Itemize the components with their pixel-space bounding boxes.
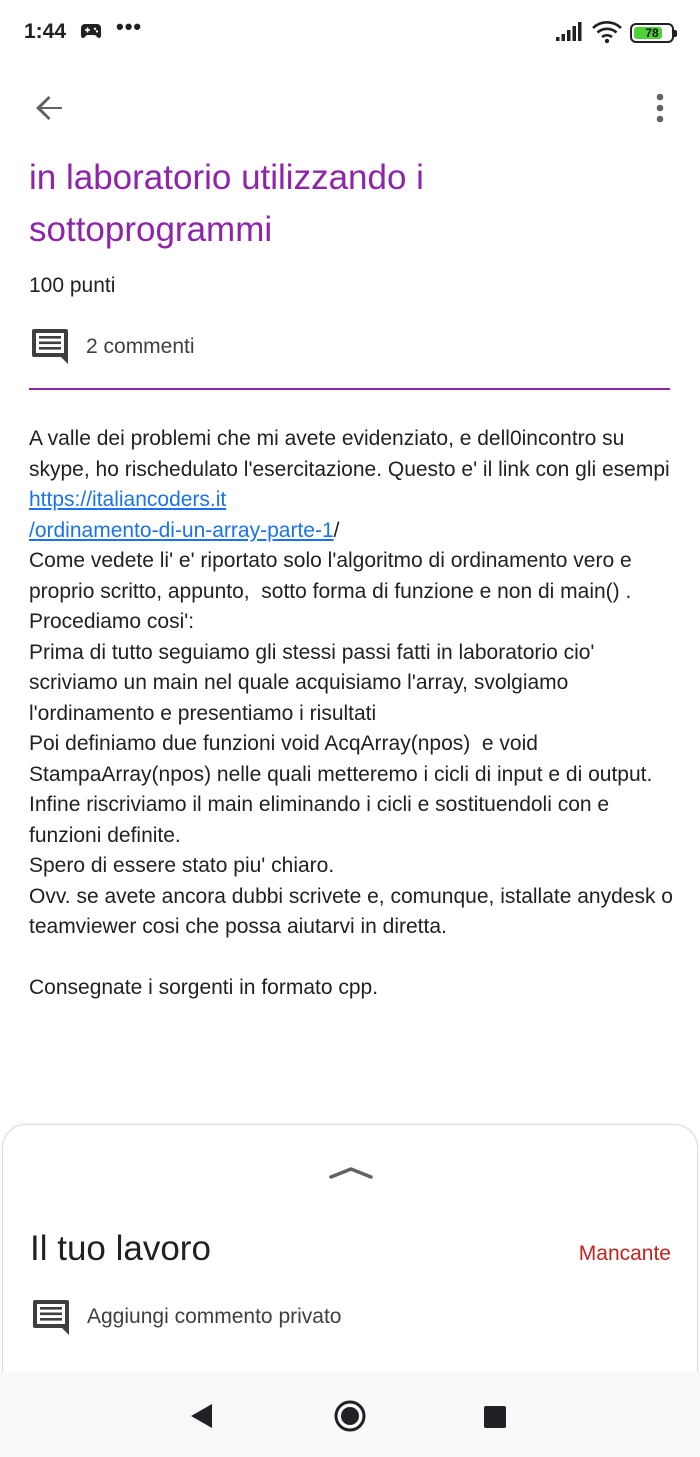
assignment-title: in laboratorio utilizzando i sottoprogrammi bbox=[29, 158, 424, 249]
example-link-line2: /ordinamento-di-un-array-parte-1 bbox=[29, 518, 334, 542]
battery-nub bbox=[674, 30, 677, 37]
signal-icon bbox=[556, 22, 584, 47]
class-comments-button[interactable] bbox=[30, 326, 430, 366]
battery-level: 78 bbox=[645, 26, 659, 40]
assignment-description bbox=[29, 424, 679, 1004]
nav-home-icon[interactable] bbox=[334, 1400, 366, 1437]
system-nav-bar bbox=[0, 1372, 700, 1457]
assignment-points: 100 punti bbox=[29, 274, 116, 297]
status-time: 1:44 bbox=[24, 20, 67, 43]
battery-icon bbox=[630, 23, 674, 43]
example-link-line1: https://italiancoders.it bbox=[29, 488, 227, 511]
description-intro: A valle dei problemi che mi avete evidenziato, e dell0incontro su skype, ho rischedulato l'esercitazione. Questo e' il link con gli esempi bbox=[29, 427, 676, 481]
your-work-sheet[interactable] bbox=[2, 1124, 698, 1384]
add-private-comment-button[interactable] bbox=[31, 1293, 531, 1337]
gamepad-icon bbox=[80, 22, 102, 45]
description-body: / Come vedete li' e' riportato solo l'algoritmo di ordinamento vero e proprio scritto, appunto, sotto forma di funzione e non di main() . Procediamo cosi': Prima di tutto seguiamo gli stessi passi fatti in laboratorio cio' scriviamo un main nel quale acquisiamo l'array, svolgiamo l'ordinamento e presentiamo i risultati Poi definiamo due funzioni void AcqArray(npos) e void StampaArray(npos) nelle quali metteremo i cicli di input e di output. Infine riscriviamo il main eliminando i cicli e sostituendoli con e funzioni definite. Spero di essere stato piu' chiaro. Ovv. se avete ancora dubbi scrivete e, comunque, istallate anydesk o teamviewer cosi che possa aiutarvi in diretta. Consegnate i sorgenti in formato cpp. bbox=[29, 518, 673, 999]
expand-handle-icon[interactable] bbox=[328, 1165, 374, 1186]
nav-recents-icon[interactable] bbox=[484, 1406, 506, 1428]
status-bar bbox=[0, 0, 700, 64]
status-overflow-dots: ••• bbox=[116, 14, 143, 39]
your-work-title: Il tuo lavoro bbox=[30, 1229, 211, 1268]
more-options-button[interactable] bbox=[640, 88, 680, 128]
work-status-badge: Mancante bbox=[578, 1242, 671, 1265]
example-link[interactable] bbox=[29, 488, 334, 542]
title-divider bbox=[29, 388, 670, 390]
wifi-icon bbox=[592, 20, 622, 49]
more-vert-icon bbox=[640, 115, 680, 132]
comment-icon bbox=[30, 326, 70, 371]
nav-back-icon[interactable] bbox=[188, 1402, 214, 1435]
comments-count: 2 commenti bbox=[86, 335, 195, 358]
back-button[interactable] bbox=[26, 88, 74, 128]
private-comment-label: Aggiungi commento privato bbox=[87, 1305, 342, 1328]
private-comment-icon bbox=[31, 1297, 71, 1342]
